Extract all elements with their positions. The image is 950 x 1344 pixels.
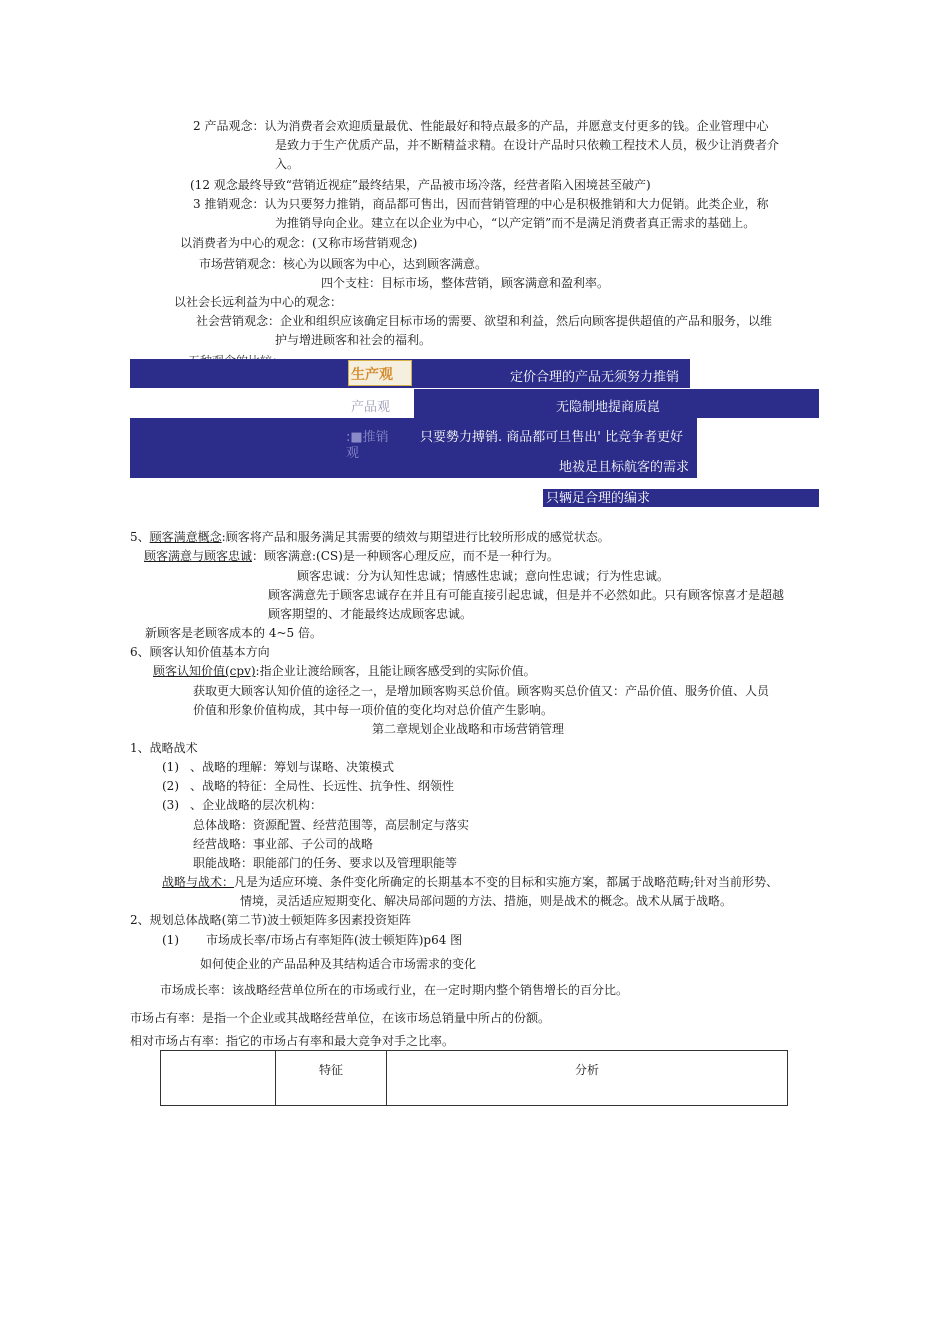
relative-share-definition: 相对市场占有率：指它的市场占有率和最大竞争对手之比率。 bbox=[130, 1034, 455, 1048]
strategy-item-3-num: (3) bbox=[162, 798, 179, 812]
product-concept-line-3: 入。 bbox=[275, 157, 300, 171]
strategy-vs-tactics-text: 凡是为适应环境、条件变化所确定的长期基本不变的目标和实施方案，都属于战略范畴;针对当前形势、 bbox=[234, 875, 779, 889]
section-6-title: 6、顾客认知价值基本方向 bbox=[130, 645, 270, 659]
comparison-row-3: 只要勢力搏销. 商品都可旦售出' 比竞争者更好 bbox=[420, 430, 683, 445]
overall-strategy-heading: 2、规划总体战略(第二节)波士顿矩阵多因素投资矩阵 bbox=[130, 913, 412, 927]
comparison-gap bbox=[130, 388, 265, 418]
table-row bbox=[161, 1051, 788, 1106]
marketing-myopia-note: (12 观念最终导致“营销近视症”最终结果，产品被市场冷落，经营者陷入困境甚至破产) bbox=[190, 178, 651, 192]
corporate-strategy: 总体战略：资源配置、经营范围等，高层制定与落实 bbox=[193, 818, 470, 832]
section-5-num: 5、 bbox=[130, 530, 150, 544]
strategy-item-3: 、企业战略的层次机构： bbox=[190, 798, 323, 812]
product-concept-line-2: 是致力于生产优质产品，并不断精益求精。在设计产品时只依赖工程技术人员，极少让消费者介 bbox=[275, 138, 780, 152]
comparison-row-4: 地祓足且标航客的需求 bbox=[559, 460, 690, 475]
market-share-definition: 市场占有率：是指一个企业或其战略经营单位，在该市场总销量中所占的份额。 bbox=[130, 1011, 551, 1025]
strategy-item-2-num: (2) bbox=[162, 779, 179, 793]
production-concept-tag: 生产观 bbox=[351, 367, 393, 383]
strategy-vs-tactics-line bbox=[162, 874, 778, 890]
satisfaction-loyalty-line bbox=[144, 548, 559, 564]
comparison-row-1: 定价合理的产品无须努力推销 bbox=[510, 370, 680, 385]
satisfaction-para-2: 顾客期望的、才能最终达成顾客忠诚。 bbox=[268, 607, 473, 621]
strategy-vs-tactics-term: 战略与战术： bbox=[162, 875, 235, 889]
comparison-row-2: 无隐制地提商质崑 bbox=[556, 400, 661, 415]
societal-concept-line-1: 社会营销观念：企业和组织应该确定目标市场的需要、欲望和利益，然后向顾客提供超值的产品和服务，以维 bbox=[196, 314, 773, 328]
section-5-definition: :顾客将产品和服务满足其需要的绩效与期望进行比较所形成的感觉状态。 bbox=[221, 530, 610, 544]
societal-concept-line-2: 护与增进顾客和社会的福利。 bbox=[275, 333, 432, 347]
selling-concept-line-2: 为推销导向企业。建立在以企业为中心，“以产定销”而不是满足消费者真正需求的基础上。 bbox=[275, 216, 756, 230]
comparison-row-5: 只辆足合理的编求 bbox=[546, 491, 651, 506]
strategy-item-1: 、战略的理解：筹划与谋略、决策模式 bbox=[190, 760, 395, 774]
selling-concept-tag: :■推销 bbox=[346, 430, 389, 445]
market-growth-definition: 市场成长率：该战略经营单位所在的市场或行业，在一定时期内整个销售增长的百分比。 bbox=[160, 983, 629, 997]
product-concept-line-1: 2 产品观念：认为消费者会欢迎质量最优、性能最好和特点最多的产品，并愿意支付更多的钱。企业管理中心 bbox=[193, 119, 769, 133]
societal-heading: 以社会长远利益为中心的观念： bbox=[174, 295, 343, 309]
cpv-term: 顾客认知价值(cpv) bbox=[153, 664, 256, 678]
four-pillars-line: 四个支柱：目标市场，整体营销，顾客满意和盈利率。 bbox=[321, 276, 610, 290]
bcg-item-num: (1) bbox=[162, 933, 179, 947]
strategy-item-1-num: (1) bbox=[162, 760, 179, 774]
strategy-item-2: 、战略的特征：全局性、长远性、抗争性、纲领性 bbox=[190, 779, 455, 793]
functional-strategy: 职能战略：职能部门的任务、要求以及管理职能等 bbox=[193, 856, 458, 870]
satisfaction-definition: ：顾客满意:(CS)是一种顾客心理反应，而不是一种行为。 bbox=[252, 549, 559, 563]
bcg-matrix-purpose: 如何使企业的产品品种及其结构适合市场需求的变化 bbox=[200, 957, 477, 971]
new-customer-cost: 新顾客是老顾客成本的 4~5 倍。 bbox=[145, 626, 322, 640]
table-header-features: 特征 bbox=[276, 1051, 387, 1106]
strategy-tactics-heading: 1、战略战术 bbox=[130, 741, 198, 755]
cpv-para-2: 价值和形象价值构成，其中每一项价值的变化均对总价值产生影响。 bbox=[193, 703, 554, 717]
section-5-title bbox=[130, 529, 610, 545]
table-header-empty bbox=[161, 1051, 276, 1106]
chapter-2-title: 第二章规划企业战略和市场营销管理 bbox=[372, 722, 565, 736]
marketing-concept-line: 市场营销观念：核心为以顾客为中心，达到顾客满意。 bbox=[199, 257, 488, 271]
customer-satisfaction-term: 顾客满意概念 bbox=[149, 530, 222, 544]
satisfaction-loyalty-term: 顾客满意与顾客忠诚 bbox=[144, 549, 253, 563]
selling-concept-tag-2: 观 bbox=[346, 446, 360, 461]
cpv-para-1: 获取更大顾客认知价值的途径之一，是增加顾客购买总价值。顾客购买总价值又：产品价值、服务价值、人员 bbox=[193, 684, 770, 698]
consumer-centered-heading: 以消费者为中心的观念：(又称市场营销观念) bbox=[180, 236, 418, 250]
product-concept-tag: 产品观 bbox=[351, 400, 391, 415]
table-header-analysis: 分析 bbox=[387, 1051, 788, 1106]
cpv-definition: :指企业让渡给顾客，且能让顾客感受到的实际价值。 bbox=[255, 664, 536, 678]
satisfaction-para-1: 顾客满意先于顾客忠诚存在并且有可能直接引起忠诚，但是并不必然如此。只有顾客惊喜才是超越 bbox=[268, 588, 785, 602]
business-strategy: 经营战略：事业部、子公司的战略 bbox=[193, 837, 374, 851]
strategy-vs-tactics-line-2: 情境，灵活适应短期变化、解决局部问题的方法、措施，则是战术的概念。战术从属于战略。 bbox=[240, 894, 733, 908]
cpv-line bbox=[153, 663, 536, 679]
loyalty-types: 顾客忠诚：分为认知性忠诚；情感性忠诚；意向性忠诚；行为性忠诚。 bbox=[297, 569, 670, 583]
bcg-matrix-item: 市场成长率/市场占有率矩阵(波士顿矩阵)p64 图 bbox=[206, 933, 463, 947]
features-analysis-table bbox=[160, 1050, 788, 1106]
selling-concept-line-1: 3 推销观念：认为只要努力推销，商品都可售出，因而营销管理的中心是积极推销和大力促销。此类企业，称 bbox=[193, 197, 769, 211]
